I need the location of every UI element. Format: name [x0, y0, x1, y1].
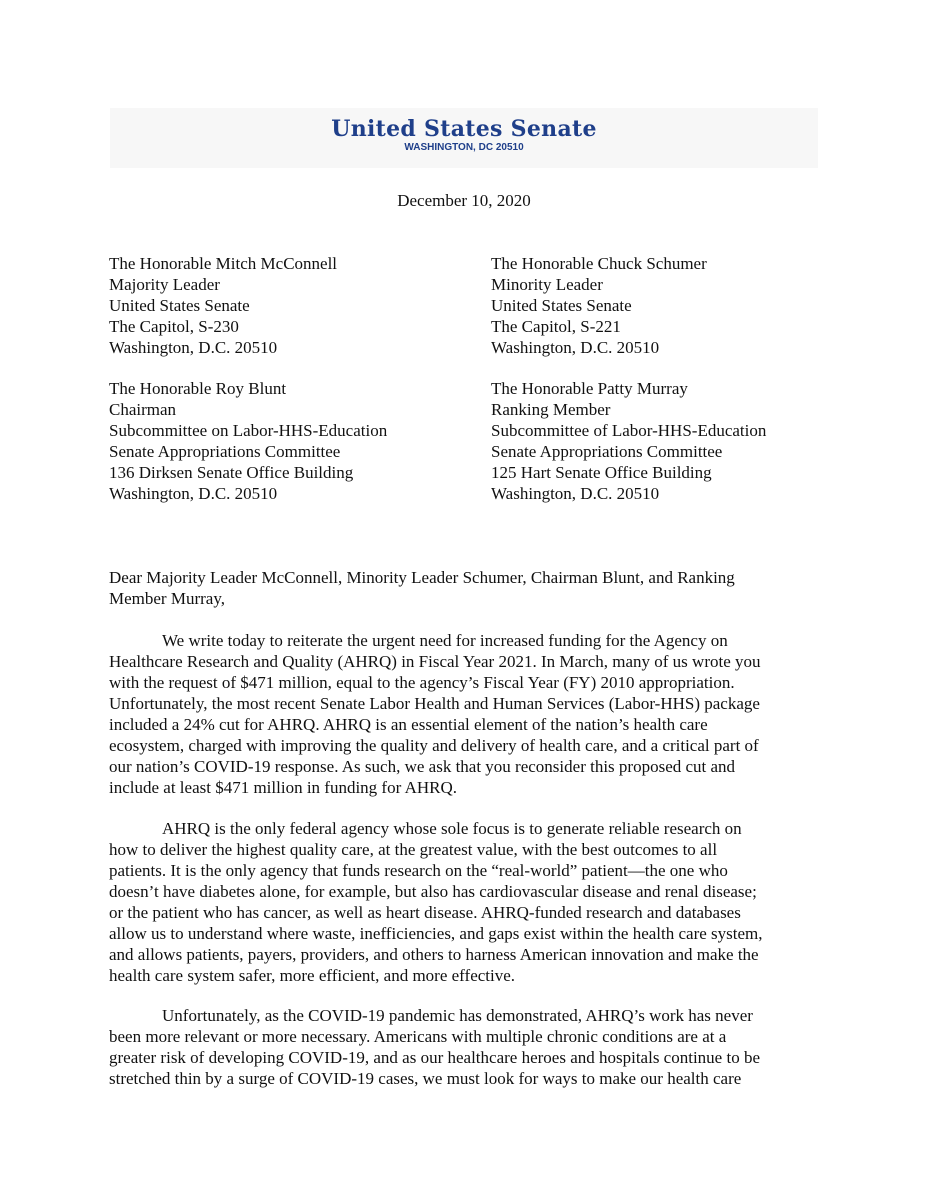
- recipient-line: United States Senate: [491, 296, 632, 315]
- recipient-line: Minority Leader: [491, 275, 603, 294]
- paragraph-line: AHRQ is the only federal agency whose sole focus is to generate reliable research on: [162, 819, 742, 838]
- recipient-line: Subcommittee on Labor-HHS-Education: [109, 421, 388, 440]
- paragraph-line: stretched thin by a surge of COVID-19 cases, we must look for ways to make our health care: [109, 1069, 742, 1088]
- recipient-line: Ranking Member: [491, 400, 611, 419]
- recipient-line: The Honorable Chuck Schumer: [491, 254, 707, 273]
- recipient-murray: [491, 378, 766, 504]
- letterhead-subtitle: WASHINGTON, DC 20510: [404, 142, 524, 153]
- letterhead-title: United States Senate: [331, 116, 597, 142]
- senate-letterhead: [110, 108, 818, 168]
- paragraph-line: included a 24% cut for AHRQ. AHRQ is an essential element of the nation’s health care: [109, 715, 708, 734]
- recipient-line: Washington, D.C. 20510: [491, 338, 660, 357]
- paragraph-line: and allows patients, payers, providers, and others to harness American innovation and make the: [109, 945, 759, 964]
- recipient-line: The Capitol, S-230: [109, 317, 239, 336]
- paragraph-line: doesn’t have diabetes alone, for example, but also has cardiovascular disease and renal disease;: [109, 882, 757, 901]
- salutation-line: Dear Majority Leader McConnell, Minority Leader Schumer, Chairman Blunt, and Ranking: [109, 568, 735, 587]
- recipient-line: Majority Leader: [109, 275, 220, 294]
- recipient-mcconnell: [109, 253, 337, 358]
- salutation: [109, 567, 829, 609]
- paragraph-line: or the patient who has cancer, as well as heart disease. AHRQ-funded research and databases: [109, 903, 741, 922]
- recipient-line: United States Senate: [109, 296, 250, 315]
- recipient-schumer: [491, 253, 707, 358]
- recipient-line: The Honorable Patty Murray: [491, 379, 688, 398]
- paragraph-line: We write today to reiterate the urgent need for increased funding for the Agency on: [162, 631, 728, 650]
- recipient-line: Washington, D.C. 20510: [109, 484, 278, 503]
- recipient-line: 136 Dirksen Senate Office Building: [109, 463, 354, 482]
- paragraph-line: Unfortunately, the most recent Senate Labor Health and Human Services (Labor-HHS) package: [109, 694, 760, 713]
- paragraph-line: with the request of $471 million, equal to the agency’s Fiscal Year (FY) 2010 appropriation.: [109, 673, 735, 692]
- recipient-line: Subcommittee of Labor-HHS-Education: [491, 421, 767, 440]
- paragraph-line: patients. It is the only agency that funds research on the “real-world” patient—the one who: [109, 861, 728, 880]
- paragraph-line: how to deliver the highest quality care, at the greatest value, with the best outcomes to all: [109, 840, 718, 859]
- body-paragraph-1: [109, 630, 814, 798]
- recipient-line: Washington, D.C. 20510: [109, 338, 278, 357]
- paragraph-line: greater risk of developing COVID-19, and as our healthcare heroes and hospitals continue to be: [109, 1048, 760, 1067]
- recipient-blunt: [109, 378, 387, 504]
- salutation-line: Member Murray,: [109, 589, 225, 608]
- body-paragraph-2: [109, 818, 814, 986]
- paragraph-line: ecosystem, charged with improving the quality and delivery of health care, and a critical part of: [109, 736, 759, 755]
- paragraph-line: health care system safer, more efficient, and more effective.: [109, 966, 516, 985]
- recipient-line: Senate Appropriations Committee: [491, 442, 723, 461]
- body-paragraph-3: [109, 1005, 814, 1089]
- paragraph-line: been more relevant or more necessary. Americans with multiple chronic conditions are at a: [109, 1027, 727, 1046]
- recipient-line: 125 Hart Senate Office Building: [491, 463, 712, 482]
- recipient-line: Chairman: [109, 400, 177, 419]
- letter-date: December 10, 2020: [397, 191, 531, 210]
- recipient-line: Senate Appropriations Committee: [109, 442, 341, 461]
- paragraph-line: our nation’s COVID-19 response. As such, we ask that you reconsider this proposed cut and: [109, 757, 736, 776]
- recipient-line: The Honorable Roy Blunt: [109, 379, 287, 398]
- paragraph-line: Healthcare Research and Quality (AHRQ) in Fiscal Year 2021. In March, many of us wrote you: [109, 652, 761, 671]
- recipient-line: Washington, D.C. 20510: [491, 484, 660, 503]
- paragraph-line: Unfortunately, as the COVID-19 pandemic has demonstrated, AHRQ’s work has never: [162, 1006, 753, 1025]
- paragraph-line: include at least $471 million in funding for AHRQ.: [109, 778, 457, 797]
- paragraph-line: allow us to understand where waste, inefficiencies, and gaps exist within the health care system,: [109, 924, 763, 943]
- recipient-line: The Honorable Mitch McConnell: [109, 254, 338, 273]
- recipient-line: The Capitol, S-221: [491, 317, 621, 336]
